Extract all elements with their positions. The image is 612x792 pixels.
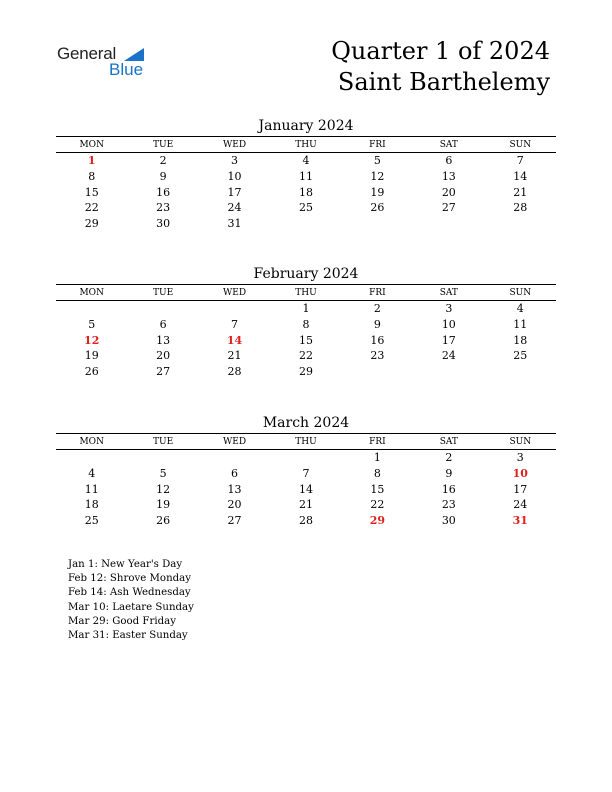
weekday-header: TUE: [127, 285, 198, 301]
day-cell: 2: [159, 154, 167, 168]
empty-day-cell: [413, 364, 484, 380]
holiday-note: Feb 12: Shrove Monday: [68, 573, 191, 585]
weekday-header: FRI: [342, 434, 413, 450]
logo-text-general: General: [57, 44, 117, 63]
day-cell: 20: [441, 185, 456, 199]
holiday-notes: [68, 558, 194, 643]
day-cell: 19: [84, 349, 99, 363]
holiday-day-cell: 29: [369, 514, 386, 528]
holiday-note: Jan 1: New Year's Day: [68, 559, 183, 570]
empty-day-cell: [342, 364, 413, 380]
weekday-header: SUN: [485, 434, 556, 450]
week-row: [56, 332, 556, 348]
month-calendar: [56, 117, 556, 231]
day-cell: 11: [513, 318, 528, 332]
week-row: [56, 301, 556, 317]
generalblue-logo: [57, 44, 157, 84]
day-cell: 19: [156, 498, 171, 512]
day-cell: 27: [227, 514, 242, 528]
empty-day-cell: [270, 216, 341, 232]
day-cell: 29: [298, 365, 313, 379]
day-cell: 6: [159, 318, 167, 332]
week-row: [56, 169, 556, 185]
day-cell: 24: [227, 201, 242, 215]
day-cell: 28: [298, 514, 313, 528]
day-cell: 28: [227, 365, 242, 379]
day-cell: 30: [156, 217, 171, 231]
day-cell: 9: [159, 170, 167, 184]
day-cell: 3: [516, 451, 524, 465]
day-cell: 2: [373, 302, 381, 316]
day-cell: 18: [84, 498, 99, 512]
day-cell: 5: [373, 154, 381, 168]
day-cell: 8: [373, 467, 381, 481]
weekday-header: THU: [270, 285, 341, 301]
empty-day-cell: [199, 301, 270, 317]
day-cell: 17: [227, 185, 242, 199]
day-cell: 8: [88, 170, 96, 184]
day-cell: 3: [445, 302, 453, 316]
day-cell: 17: [513, 482, 528, 496]
day-cell: 21: [227, 349, 242, 363]
week-row: [56, 200, 556, 216]
holiday-note: Feb 14: Ash Wednesday: [68, 587, 191, 599]
week-row: [56, 348, 556, 364]
weekday-header: TUE: [127, 137, 198, 153]
day-cell: 24: [441, 349, 456, 363]
week-row: [56, 153, 556, 169]
day-cell: 12: [156, 482, 171, 496]
weekday-header: SAT: [413, 285, 484, 301]
day-cell: 24: [513, 498, 528, 512]
month-grid: [56, 284, 556, 379]
holiday-note: Mar 29: Good Friday: [68, 615, 176, 627]
weekday-header: MON: [56, 434, 127, 450]
day-cell: 1: [302, 302, 310, 316]
empty-day-cell: [127, 450, 198, 466]
day-cell: 14: [298, 482, 313, 496]
day-cell: 16: [370, 333, 385, 347]
month-title: February 2024: [253, 266, 359, 282]
day-cell: 2: [445, 451, 453, 465]
day-cell: 13: [227, 482, 242, 496]
day-cell: 5: [88, 318, 96, 332]
day-cell: 18: [298, 185, 313, 199]
day-cell: 15: [298, 333, 313, 347]
week-row: [56, 497, 556, 513]
day-cell: 22: [84, 201, 99, 215]
weekday-header: WED: [199, 434, 270, 450]
day-cell: 15: [370, 482, 385, 496]
day-cell: 6: [445, 154, 453, 168]
empty-day-cell: [485, 364, 556, 380]
day-cell: 16: [156, 185, 171, 199]
day-cell: 10: [441, 318, 456, 332]
day-cell: 25: [513, 349, 528, 363]
day-cell: 23: [441, 498, 456, 512]
weekday-header: WED: [199, 137, 270, 153]
weekday-header: WED: [199, 285, 270, 301]
holiday-day-cell: 1: [87, 154, 96, 168]
empty-day-cell: [199, 450, 270, 466]
day-cell: 3: [231, 154, 239, 168]
day-cell: 1: [373, 451, 381, 465]
weekday-header: MON: [56, 137, 127, 153]
week-row: [56, 513, 556, 529]
day-cell: 30: [441, 514, 456, 528]
week-row: [56, 216, 556, 232]
month-grid: [56, 136, 556, 231]
day-cell: 22: [370, 498, 385, 512]
day-cell: 26: [156, 514, 171, 528]
day-cell: 22: [298, 349, 313, 363]
day-cell: 13: [441, 170, 456, 184]
day-cell: 14: [513, 170, 528, 184]
day-cell: 11: [84, 482, 99, 496]
day-cell: 25: [298, 201, 313, 215]
day-cell: 16: [441, 482, 456, 496]
week-row: [56, 364, 556, 380]
day-cell: 26: [84, 365, 99, 379]
weekday-header: SAT: [413, 137, 484, 153]
page-subtitle: Saint Barthelemy: [337, 68, 550, 96]
empty-day-cell: [413, 216, 484, 232]
weekday-header: THU: [270, 137, 341, 153]
day-cell: 11: [298, 170, 313, 184]
weekday-header: THU: [270, 434, 341, 450]
logo-text-blue: Blue: [109, 60, 144, 79]
month-calendar: [56, 414, 556, 528]
day-cell: 15: [84, 185, 99, 199]
page-header: [331, 36, 550, 98]
empty-day-cell: [56, 301, 127, 317]
day-cell: 23: [370, 349, 385, 363]
day-cell: 29: [84, 217, 99, 231]
day-cell: 9: [445, 467, 453, 481]
day-cell: 10: [227, 170, 242, 184]
holiday-note: Mar 10: Laetare Sunday: [68, 601, 194, 613]
day-cell: 28: [513, 201, 528, 215]
day-cell: 21: [513, 185, 528, 199]
weekday-header: SUN: [485, 137, 556, 153]
day-cell: 17: [441, 333, 456, 347]
day-cell: 7: [231, 318, 239, 332]
page-title: Quarter 1 of 2024: [331, 37, 550, 65]
day-cell: 5: [159, 467, 167, 481]
day-cell: 6: [231, 467, 239, 481]
day-cell: 27: [156, 365, 171, 379]
holiday-day-cell: 12: [84, 333, 100, 347]
day-cell: 4: [88, 467, 96, 481]
weekday-header: SAT: [413, 434, 484, 450]
day-cell: 4: [516, 302, 524, 316]
week-row: [56, 481, 556, 497]
day-cell: 8: [302, 318, 310, 332]
month-calendar: [56, 265, 556, 379]
day-cell: 19: [370, 185, 385, 199]
holiday-day-cell: 31: [512, 514, 528, 528]
holiday-day-cell: 10: [512, 467, 528, 481]
holiday-day-cell: 14: [226, 333, 243, 347]
day-cell: 21: [298, 498, 313, 512]
day-cell: 18: [513, 333, 528, 347]
weekday-header: FRI: [342, 137, 413, 153]
day-cell: 27: [441, 201, 456, 215]
month-title: March 2024: [262, 415, 350, 431]
day-cell: 25: [84, 514, 99, 528]
day-cell: 13: [156, 333, 171, 347]
empty-day-cell: [56, 450, 127, 466]
empty-day-cell: [485, 216, 556, 232]
month-grid: [56, 433, 556, 528]
day-cell: 9: [373, 318, 381, 332]
day-cell: 4: [302, 154, 310, 168]
week-row: [56, 317, 556, 333]
day-cell: 20: [227, 498, 242, 512]
month-title: January 2024: [258, 118, 354, 134]
weekday-header: TUE: [127, 434, 198, 450]
empty-day-cell: [127, 301, 198, 317]
week-row: [56, 466, 556, 482]
day-cell: 23: [156, 201, 171, 215]
holiday-note: Mar 31: Easter Sunday: [68, 630, 188, 642]
day-cell: 20: [156, 349, 171, 363]
weekday-header: MON: [56, 285, 127, 301]
day-cell: 26: [370, 201, 385, 215]
day-cell: 31: [227, 217, 242, 231]
day-cell: 7: [302, 467, 310, 481]
day-cell: 12: [370, 170, 385, 184]
week-row: [56, 184, 556, 200]
empty-day-cell: [342, 216, 413, 232]
day-cell: 7: [516, 154, 524, 168]
weekday-header: SUN: [485, 285, 556, 301]
empty-day-cell: [270, 450, 341, 466]
weekday-header: FRI: [342, 285, 413, 301]
week-row: [56, 450, 556, 466]
